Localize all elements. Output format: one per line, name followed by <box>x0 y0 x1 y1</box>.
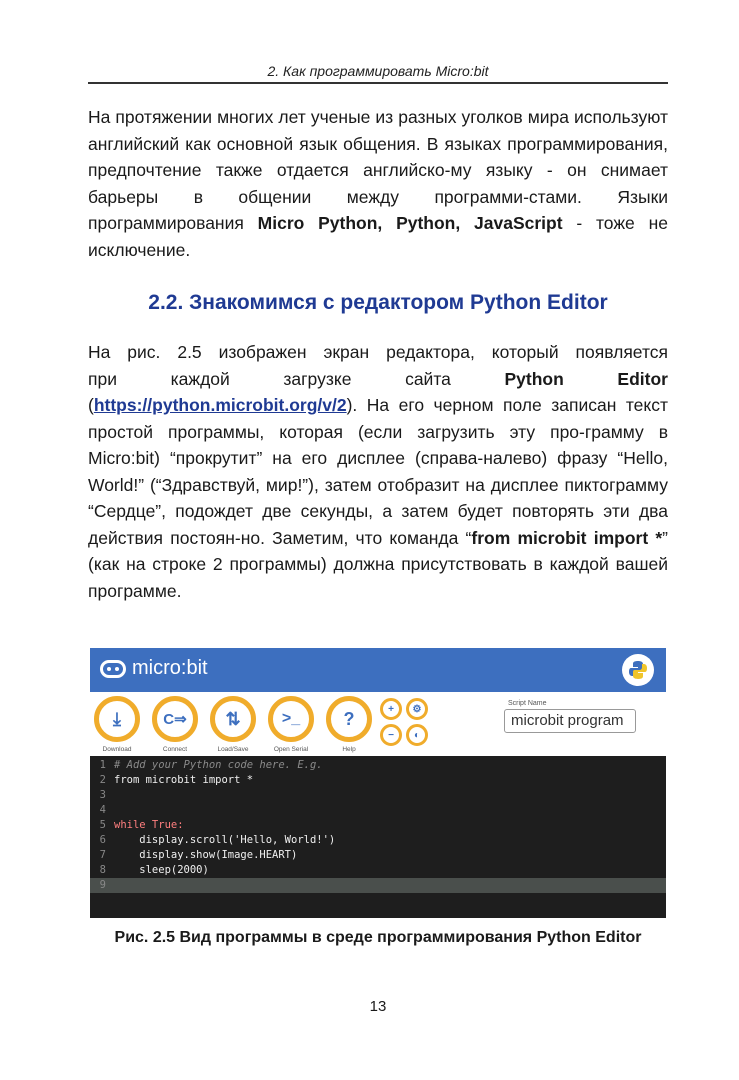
script-name-input[interactable]: microbit program <box>504 709 636 733</box>
code-line: 6 display.scroll('Hello, World!') <box>99 834 336 846</box>
connect-icon[interactable]: C⇒ <box>152 696 198 742</box>
zoom-in-icon[interactable]: + <box>380 698 402 720</box>
word: загрузке <box>283 368 352 389</box>
paragraph-line-1: На рис. 2.5 изображен экран редактора, который появляется <box>88 342 668 362</box>
help-icon[interactable]: ? <box>326 696 372 742</box>
python-editor-screenshot <box>90 648 666 918</box>
code-line: 5 while True: <box>99 819 184 831</box>
serial-icon[interactable]: >_ <box>268 696 314 742</box>
paragraph-text-end: ” (как на строке 2 программы) должна присутствовать в каждой вашей программе. <box>88 527 668 601</box>
download-icon[interactable]: ⤓ <box>94 696 140 742</box>
word: каждой <box>170 368 230 389</box>
editor-header <box>90 648 666 692</box>
microbit-logo-icon <box>100 660 126 678</box>
figure-caption: Рис. 2.5 Вид программы в среде программирования Python Editor <box>114 929 642 946</box>
theme-icon[interactable]: ◐ <box>406 724 428 746</box>
running-head: 2. Как программировать Micro:bit <box>267 63 489 79</box>
load-save-label: Load/Save <box>217 746 249 753</box>
load-save-icon[interactable]: ⇅ <box>210 696 256 742</box>
code-line-active: 9 <box>90 878 666 893</box>
code-line: 7 display.show(Image.HEART) <box>99 849 298 861</box>
serial-label: Open Serial <box>273 746 309 753</box>
editor-toolbar <box>90 692 666 756</box>
connect-label: Connect <box>162 746 188 753</box>
settings-icon[interactable]: ⚙ <box>406 698 428 720</box>
python-editor-bold: Python Editor <box>504 368 668 389</box>
word: при <box>88 368 117 389</box>
python-logo-icon <box>622 654 654 686</box>
header-rule <box>88 82 668 84</box>
code-line: 3 <box>99 789 106 801</box>
paragraph-text: На протяжении многих лет ученые из разных уголков мира используют английский как основной язык общения. В языках программирования, предпочтение также отдается английско-му языку - он снимает барьеры в общении между программи-стами. Языки программирования <box>88 107 668 233</box>
paren: ( <box>88 395 94 415</box>
paragraph-intro <box>88 104 668 263</box>
brand-name: micro:bit <box>132 657 208 679</box>
code-line: 8 sleep(2000) <box>99 864 209 876</box>
paragraph-line-2 <box>88 366 668 393</box>
paragraph-text-end: - тоже не исключение. <box>88 213 668 260</box>
word: сайта <box>405 368 451 389</box>
paragraph-editor-description <box>88 339 668 604</box>
languages-bold: Micro Python, Python, JavaScript <box>257 213 563 233</box>
code-line: 4 <box>99 804 106 816</box>
section-title: 2.2. Знакомимся с редактором Python Editor <box>148 291 608 314</box>
script-name-area <box>504 700 636 733</box>
code-editor[interactable] <box>90 756 666 918</box>
download-label: Download <box>102 746 132 753</box>
microbit-logo <box>100 657 208 680</box>
paragraph-text: ). На его черном поле записан текст простой программы, которая (если загрузить эту про-грамму в Micro:bit) “прокрутит” на его дисплее (справа-налево) фразу “Hello, World!” (“Здравствуй, мир!”), затем отобразит на дисплее пиктограмму “Сердце”, подождет две секунды, а затем будет повторять эти два действия постоян-но. Заметим, что команда “ <box>88 395 668 548</box>
python-editor-link[interactable]: https://python.microbit.org/v/2 <box>93 395 347 415</box>
script-name-label: Script Name <box>508 700 547 707</box>
zoom-out-icon[interactable]: − <box>380 724 402 746</box>
help-label: Help <box>342 746 356 753</box>
code-line: 2 from microbit import * <box>99 774 254 786</box>
code-line: 1 # Add your Python code here. E.g. <box>99 759 323 771</box>
page-number: 13 <box>369 998 387 1015</box>
import-command-bold: from microbit import * <box>471 527 663 548</box>
